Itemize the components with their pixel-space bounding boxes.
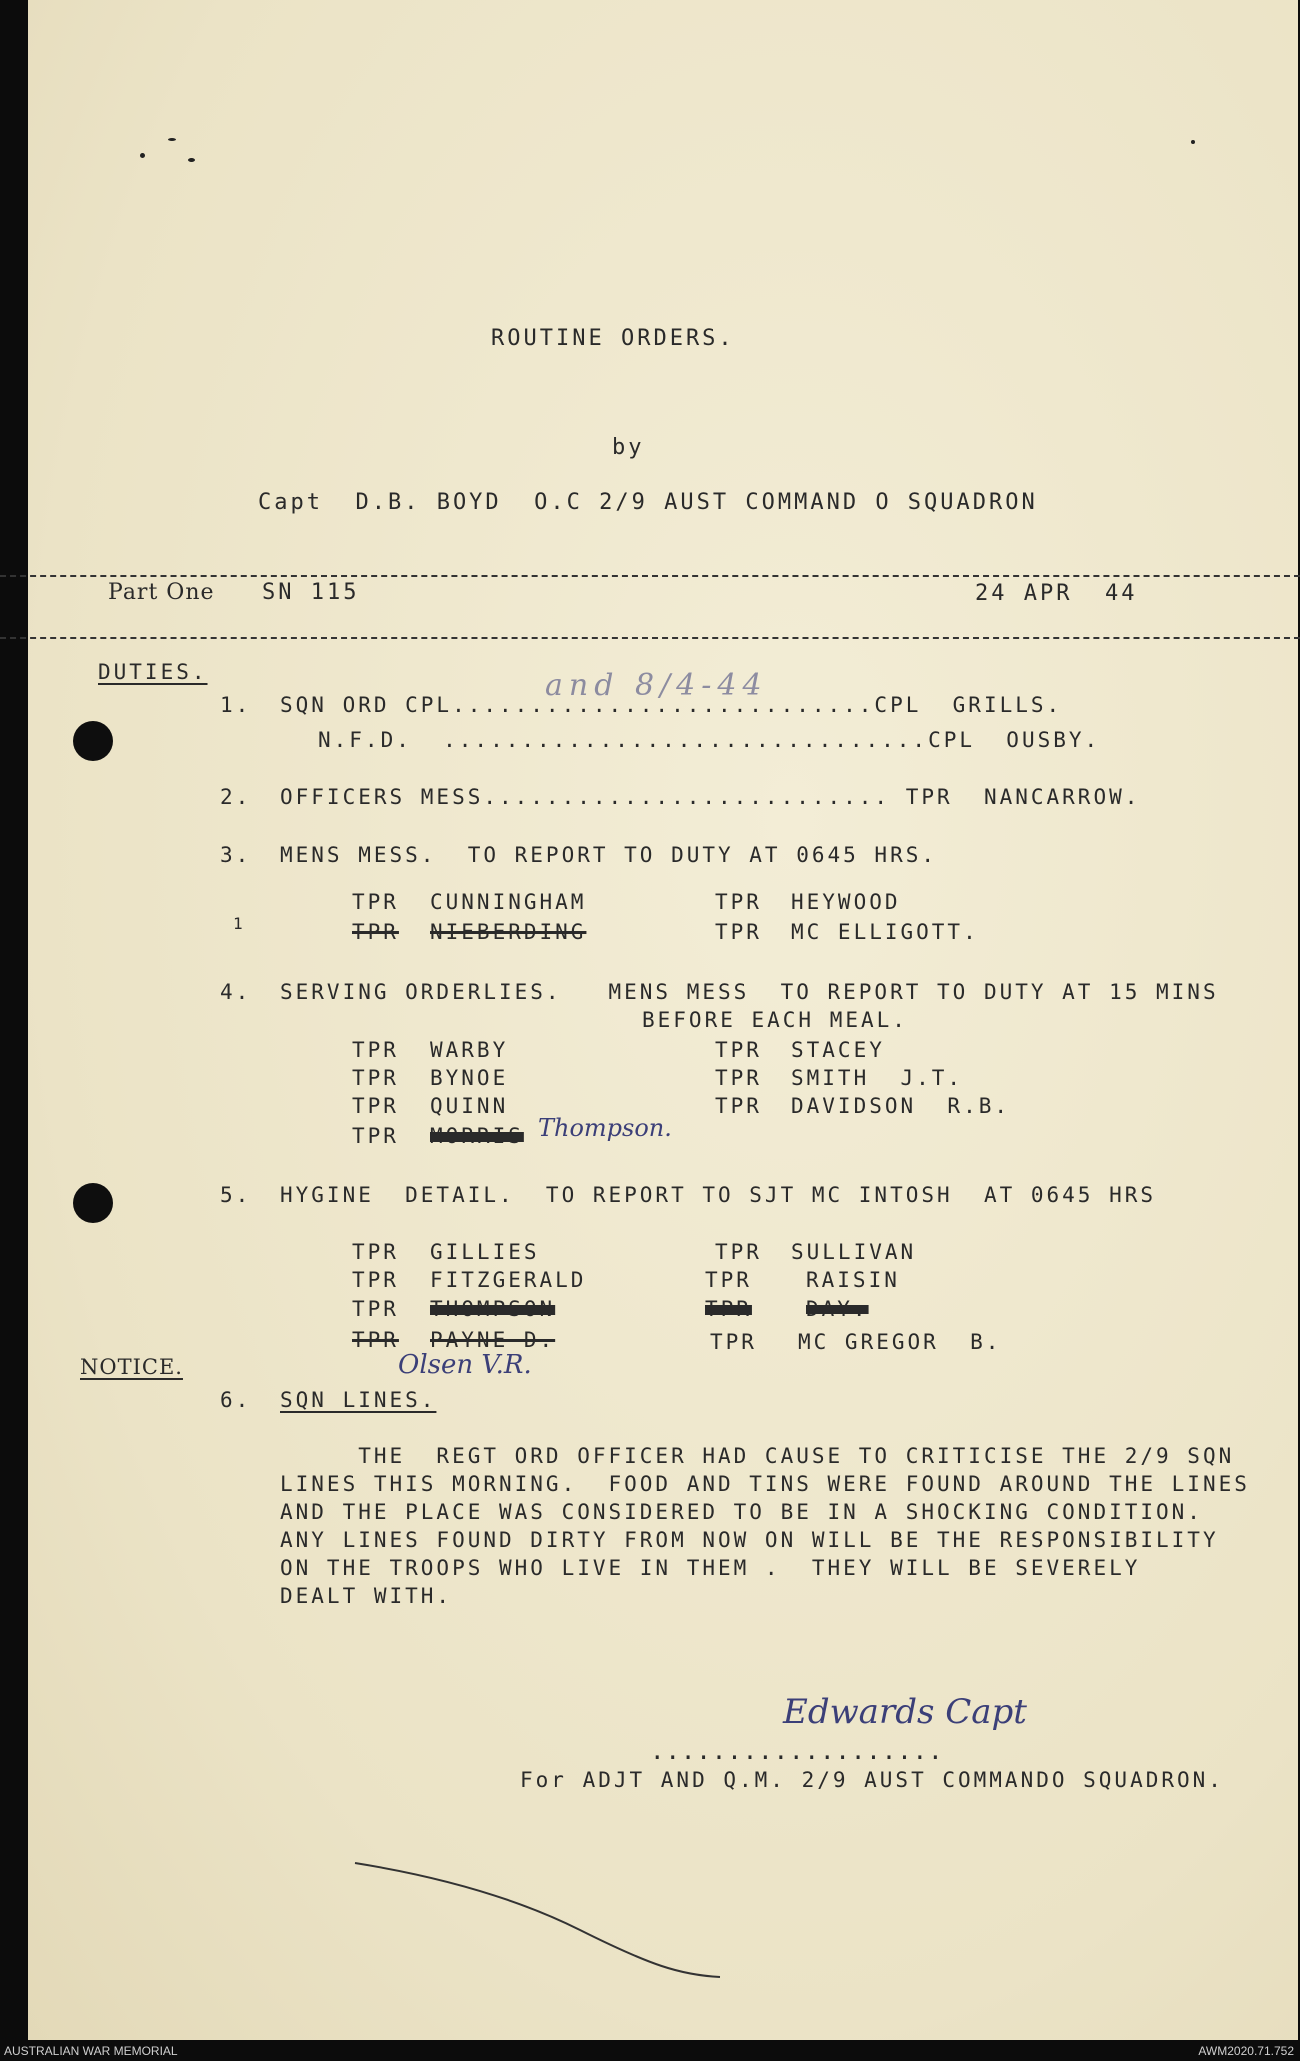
trooper-name-struck: PAYNE D. <box>430 1328 556 1352</box>
trooper-name: RAISIN <box>806 1268 900 1292</box>
duty-line: BEFORE EACH MEAL. <box>642 1008 908 1032</box>
order-date: 24 APR 44 <box>975 581 1138 606</box>
trooper-name: DAVIDSON R.B. <box>791 1094 1011 1118</box>
section-duties: DUTIES. <box>98 660 208 684</box>
tpr-label: TPR <box>352 1268 399 1292</box>
trooper-name-struck: NIEBERDING <box>430 920 587 944</box>
ink-speck <box>1191 140 1195 144</box>
tpr-label: TPR <box>715 890 762 914</box>
item-number: 3. <box>220 843 252 867</box>
tpr-label: TPR <box>710 1330 757 1354</box>
trooper-name: MC ELLIGOTT. <box>791 920 979 944</box>
signature-line: For ADJT AND Q.M. 2/9 AUST COMMANDO SQUADRON. <box>520 1768 1224 1792</box>
tpr-label: TPR <box>352 890 399 914</box>
by-label: by <box>612 435 645 460</box>
trooper-name: BYNOE <box>430 1066 509 1090</box>
part-label: Part One <box>108 580 215 605</box>
tpr-label: TPR <box>715 1094 762 1118</box>
notice-paragraph-line: ON THE TROOPS WHO LIVE IN THEM . THEY WILL BE SEVERELY <box>280 1556 1141 1580</box>
notice-paragraph-line: LINES THIS MORNING. FOOD AND TINS WERE FOUND AROUND THE LINES <box>280 1472 1250 1496</box>
serial-number: SN 115 <box>262 580 360 605</box>
item-number: 4. <box>220 980 252 1004</box>
tpr-label: TPR <box>352 1240 399 1264</box>
notice-paragraph-line: ANY LINES FOUND DIRTY FROM NOW ON WILL BE THE RESPONSIBILITY <box>280 1528 1219 1552</box>
pen-stroke <box>350 1855 730 1985</box>
trooper-name: QUINN <box>430 1094 509 1118</box>
punch-hole <box>73 1183 113 1223</box>
tpr-label: TPR <box>705 1297 752 1321</box>
item-number: 5. <box>220 1183 252 1207</box>
ink-speck <box>140 153 145 158</box>
trooper-name: SULLIVAN <box>791 1240 917 1264</box>
notice-paragraph-line: DEALT WITH. <box>280 1584 453 1608</box>
tpr-label: TPR <box>352 920 399 944</box>
tpr-label: TPR <box>715 920 762 944</box>
footer-bar <box>0 2040 1300 2061</box>
rule-top <box>0 575 1300 577</box>
issuer-line: Capt D.B. BOYD O.C 2/9 AUST COMMAND O SQUADRON <box>258 490 1038 515</box>
handwritten-note: and 8/4-44 <box>545 668 768 703</box>
rule-bottom <box>0 637 1300 639</box>
duty-line: HYGINE DETAIL. TO REPORT TO SJT MC INTOSH AT 0645 HRS <box>280 1183 1157 1207</box>
signature-dots: ................... <box>650 1737 944 1765</box>
tpr-label: TPR <box>352 1038 399 1062</box>
trooper-name: STACEY <box>791 1038 885 1062</box>
handwritten-name: Thompson. <box>538 1114 672 1142</box>
trooper-name: HEYWOOD <box>791 890 901 914</box>
item-number: 6. <box>220 1388 252 1412</box>
document-title: ROUTINE ORDERS. <box>491 326 735 351</box>
tpr-label: TPR <box>715 1038 762 1062</box>
trooper-name-struck: THOMPSON <box>430 1297 556 1321</box>
ink-speck <box>168 138 176 141</box>
tpr-label: TPR <box>352 1094 399 1118</box>
tpr-label: TPR <box>352 1066 399 1090</box>
duty-line: OFFICERS MESS.......................... TPR NANCARROW. <box>280 785 1141 809</box>
item-number: 2. <box>220 785 252 809</box>
duty-line: N.F.D. ...............................CPL OUSBY. <box>318 728 1101 752</box>
tpr-label: TPR <box>352 1328 399 1352</box>
trooper-name-struck: DAY. <box>806 1297 869 1321</box>
duty-line: SQN ORD CPL...........................CPL GRILLS. <box>280 693 1063 717</box>
trooper-name: MC GREGOR B. <box>798 1330 1002 1354</box>
duty-line: SERVING ORDERLIES. MENS MESS TO REPORT TO DUTY AT 15 MINS <box>280 980 1219 1004</box>
trooper-name: SMITH J.T. <box>791 1066 964 1090</box>
notice-paragraph-line: THE REGT ORD OFFICER HAD CAUSE TO CRITICISE THE 2/9 SQN <box>280 1444 1235 1468</box>
tpr-label: TPR <box>705 1268 752 1292</box>
signature: Edwards Capt <box>783 1692 1027 1732</box>
item-number: 1. <box>220 693 252 717</box>
footer-right: AWM2020.71.752 <box>1198 2044 1294 2058</box>
trooper-name: FITZGERALD <box>430 1268 587 1292</box>
handwritten-name: Olsen V.R. <box>398 1350 532 1380</box>
trooper-name-struck: MORRIS <box>430 1124 524 1148</box>
tpr-label: TPR <box>352 1124 399 1148</box>
tpr-label: TPR <box>352 1297 399 1321</box>
margin-mark: 1 <box>233 914 246 933</box>
notice-paragraph-line: AND THE PLACE WAS CONSIDERED TO BE IN A SHOCKING CONDITION. <box>280 1500 1203 1524</box>
section-notice: NOTICE. <box>80 1355 183 1379</box>
trooper-name: WARBY <box>430 1038 509 1062</box>
item-heading: SQN LINES. <box>280 1388 437 1412</box>
duty-line: MENS MESS. TO REPORT TO DUTY AT 0645 HRS. <box>280 843 938 867</box>
trooper-name: CUNNINGHAM <box>430 890 587 914</box>
trooper-name: GILLIES <box>430 1240 540 1264</box>
footer-left: AUSTRALIAN WAR MEMORIAL <box>4 2044 178 2058</box>
tpr-label: TPR <box>715 1066 762 1090</box>
tpr-label: TPR <box>715 1240 762 1264</box>
punch-hole <box>73 721 113 761</box>
ink-speck <box>188 158 195 162</box>
